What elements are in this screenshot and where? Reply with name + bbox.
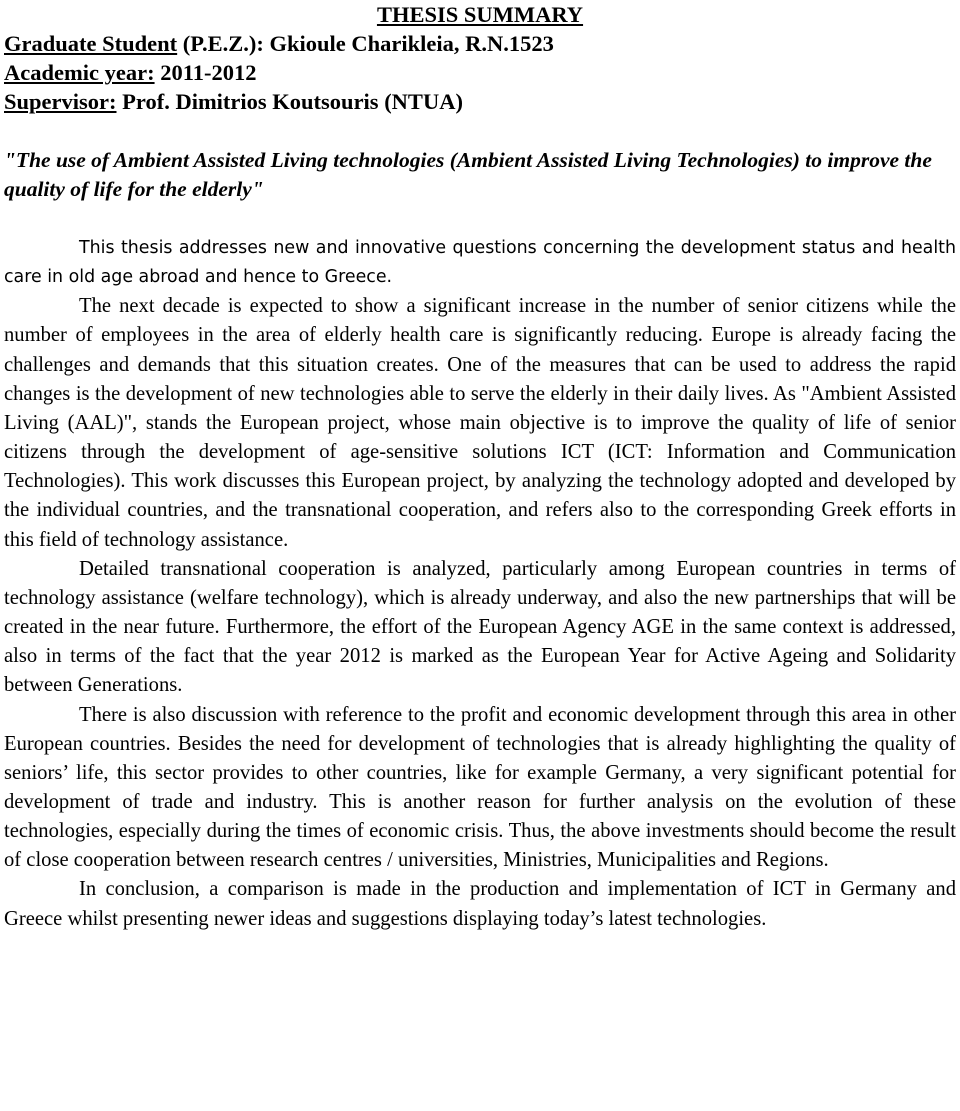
document-title: THESIS SUMMARY	[376, 2, 584, 27]
academic-year-line	[4, 58, 956, 87]
paragraph-transnational-cooperation: Detailed transnational cooperation is analyzed, particularly among European countries in terms of technology assistance (welfare technology), which is already underway, and also the new partnerships that will be created in the near future. Furthermore, the effort of the European Agency AGE in the same context is addressed, also in terms of the fact that the year 2012 is marked as the European Year for Active Ageing and Solidarity between Generations.	[4, 557, 956, 697]
supervisor-label: Supervisor:	[4, 89, 117, 114]
paragraph-next-decade: The next decade is expected to show a significant increase in the number of senior citizens while the number of employees in the area of elderly health care is significantly reducing. Europe is already facing the challenges and demands that this situation creates. One of the measures that can be used to address the rapid changes is the development of new technologies able to serve the elderly in their daily lives. As "Ambient Assisted Living (AAL)", stands the European project, whose main objective is to improve the quality of life of senior citizens through the development of age-sensitive solutions ICT (ICT: Information and Communication Technologies). This work discusses this European project, by analyzing the technology adopted and developed by the individual countries, and the transnational cooperation, and refers also to the corresponding Greek efforts in this field of technology assistance.	[4, 295, 956, 551]
supervisor-value: Prof. Dimitrios Koutsouris (NTUA)	[116, 89, 463, 114]
graduate-student-label: Graduate Student	[4, 31, 178, 56]
supervisor-line	[4, 87, 956, 116]
paragraph-conclusion: In conclusion, a comparison is made in the production and implementation of ICT in Germany and Greece whilst presenting newer ideas and suggestions displaying today’s latest technologies.	[4, 878, 956, 930]
thesis-title: "The use of Ambient Assisted Living technologies (Ambient Assisted Living Technologies) to improve the quality of life for the elderly"	[4, 148, 932, 201]
graduate-student-line	[4, 29, 956, 58]
academic-year-label: Academic year:	[4, 60, 155, 85]
academic-year-value: 2011-2012	[154, 60, 257, 85]
graduate-student-value: (P.E.Z.): Gkioule Charikleia, R.N.1523	[177, 31, 554, 56]
paragraph-intro: This thesis addresses new and innovative questions concerning the development status and health care in old age abroad and hence to Greece.	[4, 238, 956, 288]
paragraph-economic-development: There is also discussion with reference to the profit and economic development through this area in other European countries. Besides the need for development of technologies that is already highlighting the quality of seniors’ life, this sector provides to other countries, like for example Germany, a very significant potential for development of trade and industry. This is another reason for further analysis on the evolution of these technologies, especially during the times of economic crisis. Thus, the above investments should become the result of close cooperation between research centres / universities, Ministries, Municipalities and Regions.	[4, 703, 956, 872]
document-page	[4, 0, 956, 934]
